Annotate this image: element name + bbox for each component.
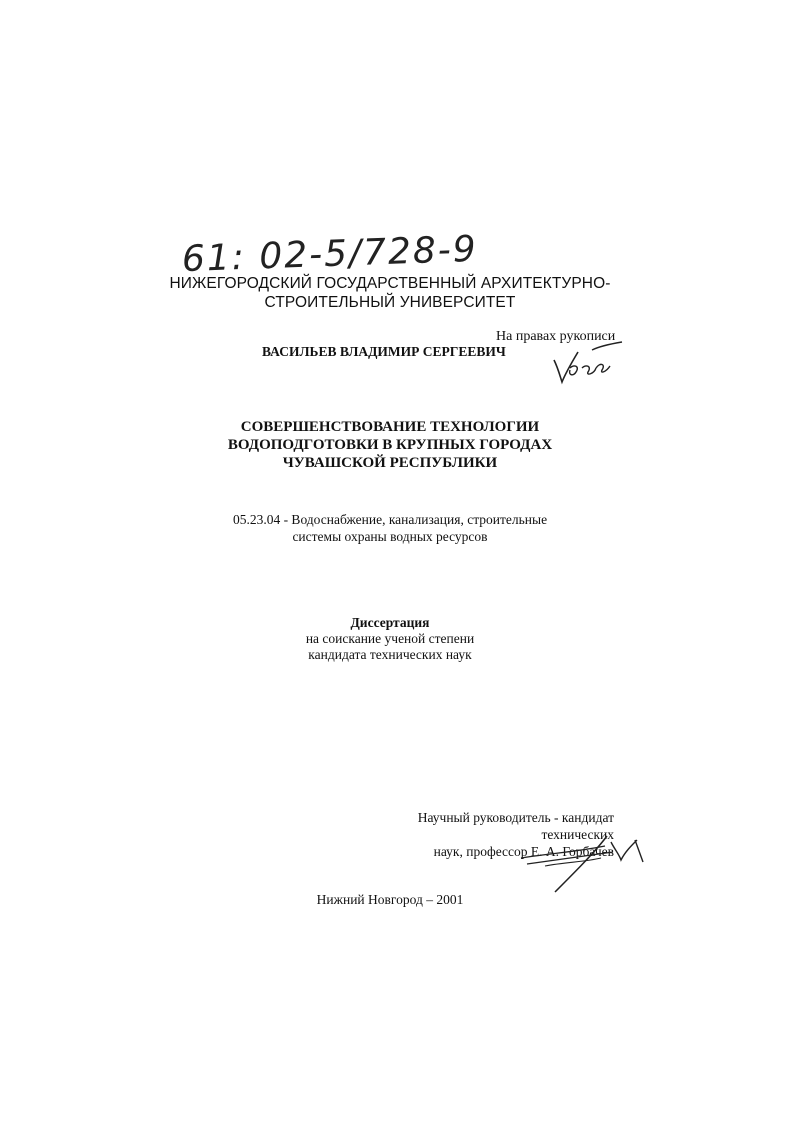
dissertation-line-2: кандидата технических наук xyxy=(308,647,472,662)
supervisor-line-2: наук, профессор Е. А. Горбачев xyxy=(433,844,614,859)
title-line-1: СОВЕРШЕНСТВОВАНИЕ ТЕХНОЛОГИИ xyxy=(240,419,540,435)
dissertation-block xyxy=(190,615,590,663)
title-line-3: ЧУВАШСКОЙ РЕСПУБЛИКИ xyxy=(282,455,498,471)
title-line-2: ВОДОПОДГОТОВКИ В КРУПНЫХ ГОРОДАХ xyxy=(227,437,553,453)
handwritten-code-text: 61: 02-5/728-9 xyxy=(181,228,478,281)
supervisor-line-1: Научный руководитель - кандидат технических xyxy=(417,810,614,842)
university-line-1: НИЖЕГОРОДСКИЙ ГОСУДАРСТВЕННЫЙ АРХИТЕКТУРНО- xyxy=(169,275,611,292)
city-year: Нижний Новгород – 2001 xyxy=(316,892,464,907)
author-signature xyxy=(548,338,628,388)
university-line-2: СТРОИТЕЛЬНЫЙ УНИВЕРСИТЕТ xyxy=(264,294,516,311)
dissertation-heading: Диссертация xyxy=(350,615,430,630)
dissertation-title xyxy=(170,418,610,472)
specialty xyxy=(180,511,600,545)
rights-note: На правах рукописи xyxy=(496,329,616,344)
specialty-line-2: системы охраны водных ресурсов xyxy=(292,529,488,544)
specialty-line-1: 05.23.04 - Водоснабжение, канализация, строительные xyxy=(232,512,548,527)
supervisor-signature xyxy=(515,832,655,900)
dissertation-line-1: на соискание ученой степени xyxy=(305,631,475,646)
author-name: ВАСИЛЬЕВ ВЛАДИМИР СЕРГЕЕВИЧ xyxy=(262,344,506,359)
university-name xyxy=(150,274,630,312)
